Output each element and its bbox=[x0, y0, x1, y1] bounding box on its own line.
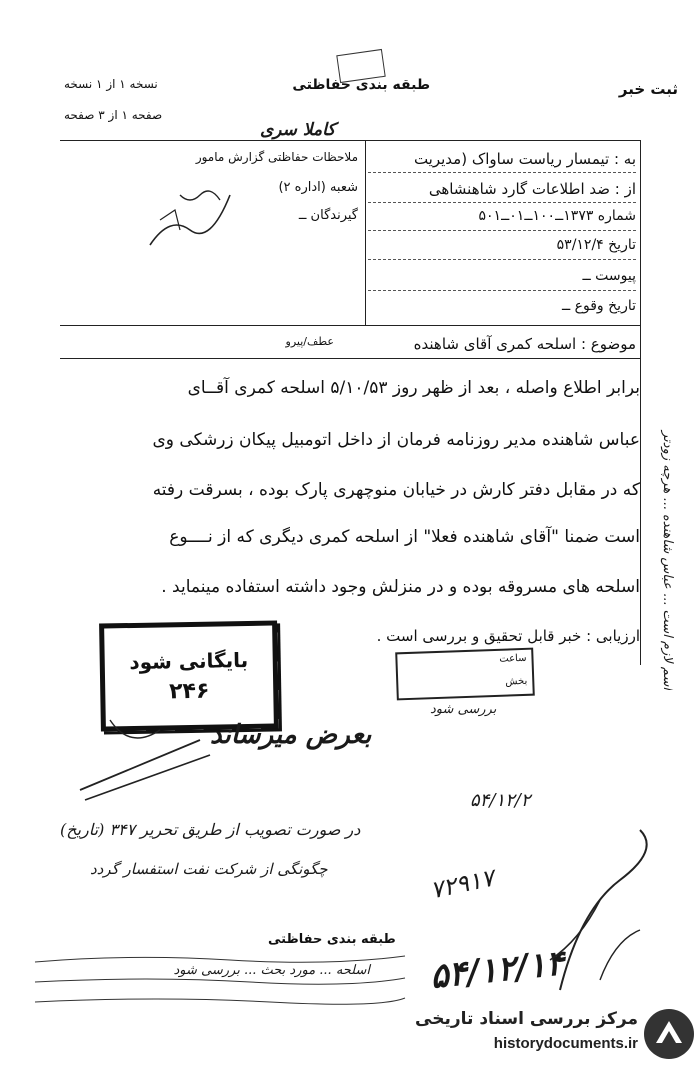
handwritten-number: ۷۲۹۱۷ bbox=[427, 863, 497, 905]
form-mid-line bbox=[60, 325, 640, 326]
handwritten-main-note: بعرض میرساند bbox=[210, 720, 372, 750]
bottom-classification: طبقه بندی حفاظتی bbox=[268, 932, 396, 947]
handwritten-left-note: در صورت تصویب از طریق تحریر ۳۴۷ (تاریخ) bbox=[60, 820, 361, 839]
subject-field: موضوع : اسلحه کمری آقای شاهنده bbox=[413, 335, 636, 353]
watermark-site-name: مرکز بررسی اسناد تاریخی bbox=[415, 1009, 638, 1029]
registration-label: ثبت خبر bbox=[618, 80, 678, 98]
right-margin-note: اسم لازم است ... عباس شاهنده ... هرچه زودتر bbox=[660, 431, 675, 690]
number-underline bbox=[368, 230, 636, 231]
handwritten-sig-note: بررسی شود bbox=[430, 702, 497, 717]
date-underline bbox=[368, 259, 636, 260]
from-underline bbox=[368, 202, 636, 203]
attachment-underline bbox=[368, 290, 636, 291]
watermark-logo-icon bbox=[642, 1007, 696, 1061]
body-line-1: برابر اطلاع واصله ، بعد از ظهر روز ۵/۱۰/۵۳ اسلحه کمری آقــای bbox=[187, 378, 640, 398]
body-line-3: که در مقابل دفتر کارش در خیابان منوچهری پارک بوده ، بسرقت رفته bbox=[152, 480, 640, 500]
handwritten-classification: کاملا سری bbox=[260, 120, 336, 140]
handwritten-left-note-2: چگونگی از شرکت نفت استفسار گردد bbox=[90, 860, 328, 878]
department: شعبه (اداره ۲) bbox=[278, 180, 358, 195]
form-divider bbox=[365, 140, 366, 325]
bottom-scribble-lines bbox=[30, 950, 410, 1010]
subject-line bbox=[60, 358, 640, 359]
bottom-handwritten-paragraph: اسلحه ... مورد بحث ... بررسی شود bbox=[173, 963, 370, 978]
archive-stamp-title: بایگانی شود bbox=[129, 647, 249, 674]
body-line-5: اسلحه های مسروقه بوده و در منزلش وجود داشته استفاده مینماید . bbox=[161, 577, 640, 597]
left-scribble bbox=[70, 700, 220, 810]
form-right-border bbox=[640, 140, 641, 665]
reference-field: عطف/پیرو bbox=[285, 335, 334, 348]
event-date-field: تاریخ وقوع ــ bbox=[562, 298, 636, 314]
number-field: شماره ۱۳۷۳ــ۱۰۰ــ۰۱ــ۵۰۱ bbox=[478, 208, 636, 224]
attachment-field: پیوست ــ bbox=[582, 268, 636, 284]
to-underline bbox=[368, 172, 636, 173]
registration-stamp bbox=[395, 648, 535, 701]
to-field: به : تیمسار ریاست ساواک (مدیریت bbox=[413, 150, 636, 168]
from-field: از : ضد اطلاعات گارد شاهنشاهی bbox=[428, 180, 636, 198]
registration-stamp-line2: بخش bbox=[505, 675, 528, 688]
classification-label: طبقه بندی حفاظتی bbox=[292, 77, 430, 93]
body-line-4: است ضمنا "آقای شاهنده فعلا" از اسلحه کمری دیگری که از نــــوع bbox=[169, 527, 640, 547]
copy-line: نسخه ۱ از ۱ نسخه bbox=[64, 77, 158, 91]
assessment-line: ارزیابی : خبر قابل تحقیق و بررسی است . bbox=[376, 627, 640, 645]
watermark bbox=[415, 1003, 700, 1065]
right-scribble bbox=[540, 820, 650, 1000]
page-line: صفحه ۱ از ۳ صفحه bbox=[64, 108, 163, 122]
archive-stamp-number: ۲۴۶ bbox=[168, 678, 210, 704]
recipients: گیرندگان ــ bbox=[298, 208, 358, 223]
form-top-line bbox=[60, 140, 640, 141]
body-line-2: عباس شاهنده مدیر روزنامه فرمان از داخل اتومبیل پیکان زرشکی وی bbox=[152, 430, 640, 450]
handwritten-bottom-date: ۵۴/۱۲/۱۴ bbox=[428, 943, 567, 997]
form-scribble bbox=[140, 175, 250, 255]
handwritten-date: ۵۴/۱۲/۲ bbox=[470, 790, 531, 811]
watermark-url: historydocuments.ir bbox=[493, 1035, 638, 1052]
date-field: تاریخ ۵۳/۱۲/۴ bbox=[556, 237, 636, 253]
registration-stamp-line1: ساعت bbox=[499, 652, 527, 665]
officer-notes: ملاحظات حفاظتی گزارش مامور bbox=[195, 150, 358, 164]
